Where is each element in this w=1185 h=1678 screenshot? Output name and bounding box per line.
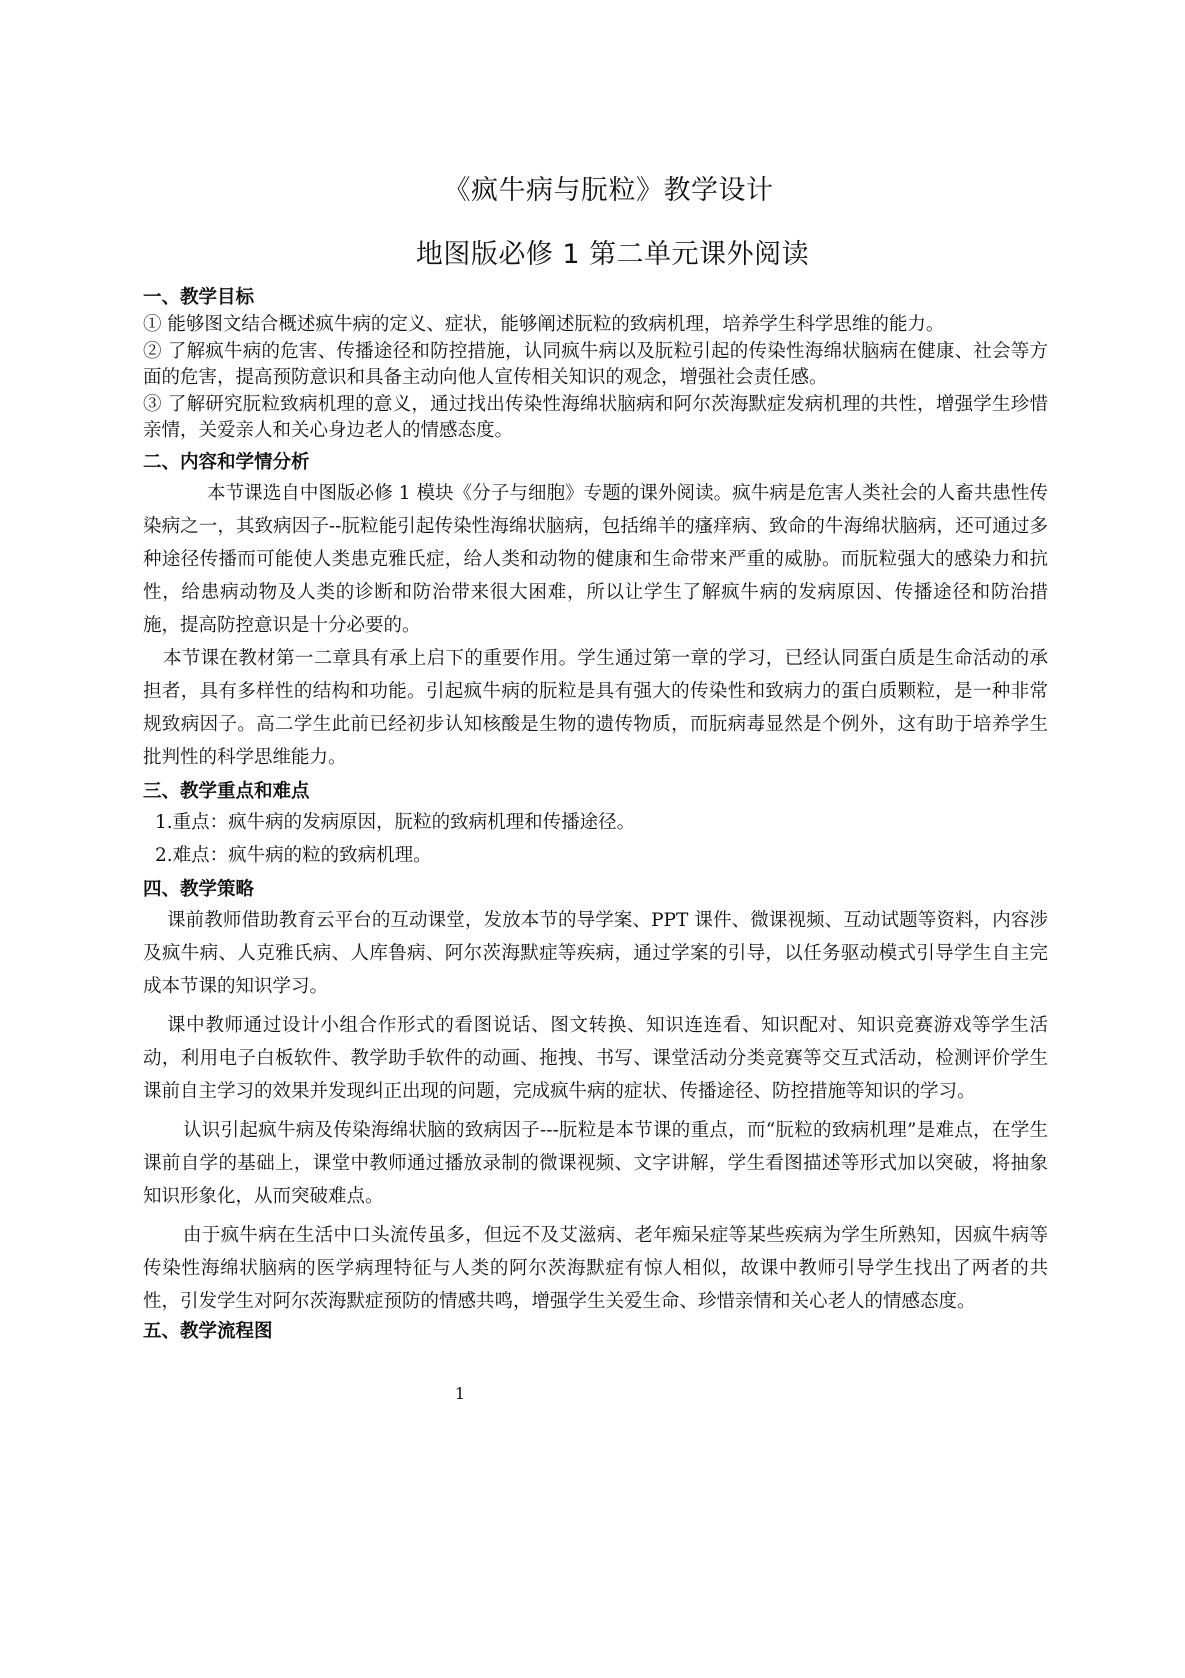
document-title: 《疯牛病与朊粒》教学设计 bbox=[443, 175, 774, 206]
section-heading-strategy: 四、教学策略 bbox=[143, 878, 255, 900]
objective-item: ① 能够图文结合概述疯牛病的定义、症状，能够阐述朊粒的致病机理，培养学生科学思维的能力。 bbox=[143, 314, 945, 335]
strategy-paragraph: 由于疯牛病在生活中口头流传虽多，但远不及艾滋病、老年痴呆症等某些疾病为学生所熟知，因疯牛病等传染性海绵状脑病的医学病理特征与人类的阿尔茨海默症有惊人相似，故课中教师引导学生找出了两者的共性，引发学生对阿尔茨海默症预防的情感共鸣，增强学生关爱生命、珍惜亲情和关心老人的情感态度。 bbox=[143, 1224, 1048, 1312]
section-heading-key-points: 三、教学重点和难点 bbox=[143, 780, 310, 802]
analysis-paragraph: 本节课选自中图版必修 1 模块《分子与细胞》专题的课外阅读。疯牛病是危害人类社会的人畜共患性传染病之一，其致病因子--朊粒能引起传染性海绵状脑病，包括绵羊的瘙痒病、致命的牛海绵状脑病，还可通过多种途径传播而可能使人类患克雅氏症，给人类和动物的健康和生命带来严重的威胁。而朊粒强大的感染力和抗性，给患病动物及人类的诊断和防治带来很大困难，所以让学生了解疯牛病的发病原因、传播途径和防治措施，提高防控意识是十分必要的。 bbox=[143, 482, 1048, 636]
key-point-item: 1.重点：疯牛病的发病原因，朊粒的致病机理和传播途径。 bbox=[155, 811, 636, 833]
page-number: 1 bbox=[454, 1384, 466, 1403]
key-point-item: 2.难点：疯牛病的粒的致病机理。 bbox=[155, 844, 432, 866]
document-subtitle: 地图版必修 1 第二单元课外阅读 bbox=[415, 239, 810, 270]
strategy-paragraph: 认识引起疯牛病及传染海绵状脑的致病因子---朊粒是本节课的重点，而“朊粒的致病机理”是难点，在学生课前自学的基础上，课堂中教师通过播放录制的微课视频、文字讲解，学生看图描述等形式加以突破，将抽象知识形象化，从而突破难点。 bbox=[143, 1119, 1048, 1207]
strategy-paragraph: 课前教师借助教育云平台的互动课堂，发放本节的导学案、PPT 课件、微课视频、互动试题等资料，内容涉及疯牛病、人克雅氏病、人库鲁病、阿尔茨海默症等疾病，通过学案的引导，以任务驱动模式引导学生自主完成本节课的知识学习。 bbox=[143, 909, 1048, 997]
objective-item: ③ 了解研究朊粒致病机理的意义，通过找出传染性海绵状脑病和阿尔茨海默症发病机理的共性，增强学生珍惜亲情，关爱亲人和关心身边老人的情感态度。 bbox=[143, 393, 1048, 441]
objective-item: ② 了解疯牛病的危害、传播途径和防控措施，认同疯牛病以及朊粒引起的传染性海绵状脑病在健康、社会等方面的危害，提高预防意识和具备主动向他人宣传相关知识的观念，增强社会责任感。 bbox=[143, 340, 1048, 388]
strategy-paragraph: 课中教师通过设计小组合作形式的看图说话、图文转换、知识连连看、知识配对、知识竞赛游戏等学生活动，利用电子白板软件、教学助手软件的动画、拖拽、书写、课堂活动分类竞赛等交互式活动，检测评价学生课前自主学习的效果并发现纠正出现的问题，完成疯牛病的症状、传播途径、防控措施等知识的学习。 bbox=[143, 1014, 1048, 1102]
section-heading-analysis: 二、内容和学情分析 bbox=[143, 451, 310, 473]
analysis-paragraph: 本节课在教材第一二章具有承上启下的重要作用。学生通过第一章的学习，已经认同蛋白质是生命活动的承担者，具有多样性的结构和功能。引起疯牛病的朊粒是具有强大的传染性和致病力的蛋白质颗粒，是一种非常规致病因子。高二学生此前已经初步认知核酸是生物的遗传物质，而朊病毒显然是个例外，这有助于培养学生批判性的科学思维能力。 bbox=[143, 647, 1048, 768]
section-heading-flowchart: 五、教学流程图 bbox=[143, 1320, 273, 1342]
section-heading-objectives: 一、教学目标 bbox=[143, 287, 255, 308]
document-body bbox=[143, 284, 1048, 1346]
